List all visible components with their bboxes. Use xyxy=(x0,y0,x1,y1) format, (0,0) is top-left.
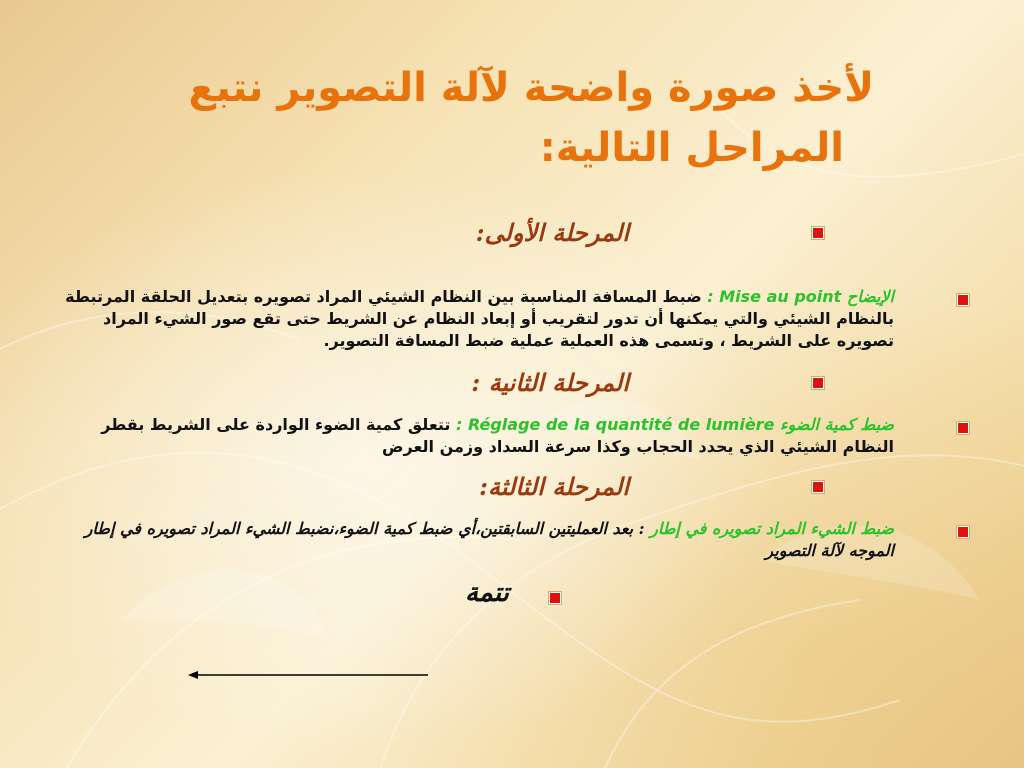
stage-3-heading xyxy=(479,472,629,501)
square-bullet-icon xyxy=(812,377,824,389)
square-bullet-icon xyxy=(549,592,561,604)
separator-2: : xyxy=(455,415,463,434)
paragraph-1-text: ضبط المسافة المناسبة بين النظام الشيئي المراد تصويره بتعديل الحلقة المرتبطة بالنظام الشيئي والتي يمكنها أن تدور لتقريب أو إبعاد النظام عن الشريط حتى تقع صور الشيء المراد تصويره على الشريط ، وتسمى هذه العملية عملية ضبط المسافة التصوير. xyxy=(65,287,894,350)
stage-1-heading xyxy=(476,218,629,247)
title-line-1: لأخذ صورة واضحة لآلة التصوير نتبع xyxy=(188,65,874,111)
square-bullet-icon xyxy=(957,294,969,306)
paragraph-1 xyxy=(64,286,894,352)
paragraph-3-text: بعد العمليتين السابقتين،أي ضبط كمية الضوء،نضبط الشيء المراد تصويره في إطار الموجه لآلة التصوير xyxy=(84,519,894,560)
stage-1-label: المرحلة الأولى: xyxy=(475,218,629,247)
stage-3-label: المرحلة الثالثة: xyxy=(479,472,629,501)
left-arrow-icon[interactable] xyxy=(188,668,428,682)
term-ar-1: الإيضاح xyxy=(846,287,894,306)
paragraph-3 xyxy=(64,518,894,562)
term-fr-2: Réglage de la quantité de lumière xyxy=(467,415,775,434)
term-fr-1: Mise au point xyxy=(719,287,842,306)
title-line-2: المراحل التالية: xyxy=(539,125,844,171)
square-bullet-icon xyxy=(957,422,969,434)
ending-label: تتمة xyxy=(464,578,509,608)
separator-1: : xyxy=(707,287,714,306)
stage-2-label: المرحلة الثانية : xyxy=(471,368,629,397)
square-bullet-icon xyxy=(812,227,824,239)
continuation-text xyxy=(465,578,509,608)
paragraph-2 xyxy=(64,414,894,458)
stage-2-heading xyxy=(471,368,629,397)
term-ar-3: ضبط الشيء المراد تصويره في إطار xyxy=(650,519,894,538)
separator-3: : xyxy=(638,519,645,538)
slide-title xyxy=(134,58,874,178)
square-bullet-icon xyxy=(812,481,824,493)
paragraph-2-text: تتعلق كمية الضوء الواردة على الشريط بقطر النظام الشيئي الذي يحدد الحجاب وكذا سرعة السداد وزمن العرض xyxy=(101,415,894,456)
square-bullet-icon xyxy=(957,526,969,538)
term-ar-2: ضبط كمية الضوء xyxy=(780,415,894,434)
